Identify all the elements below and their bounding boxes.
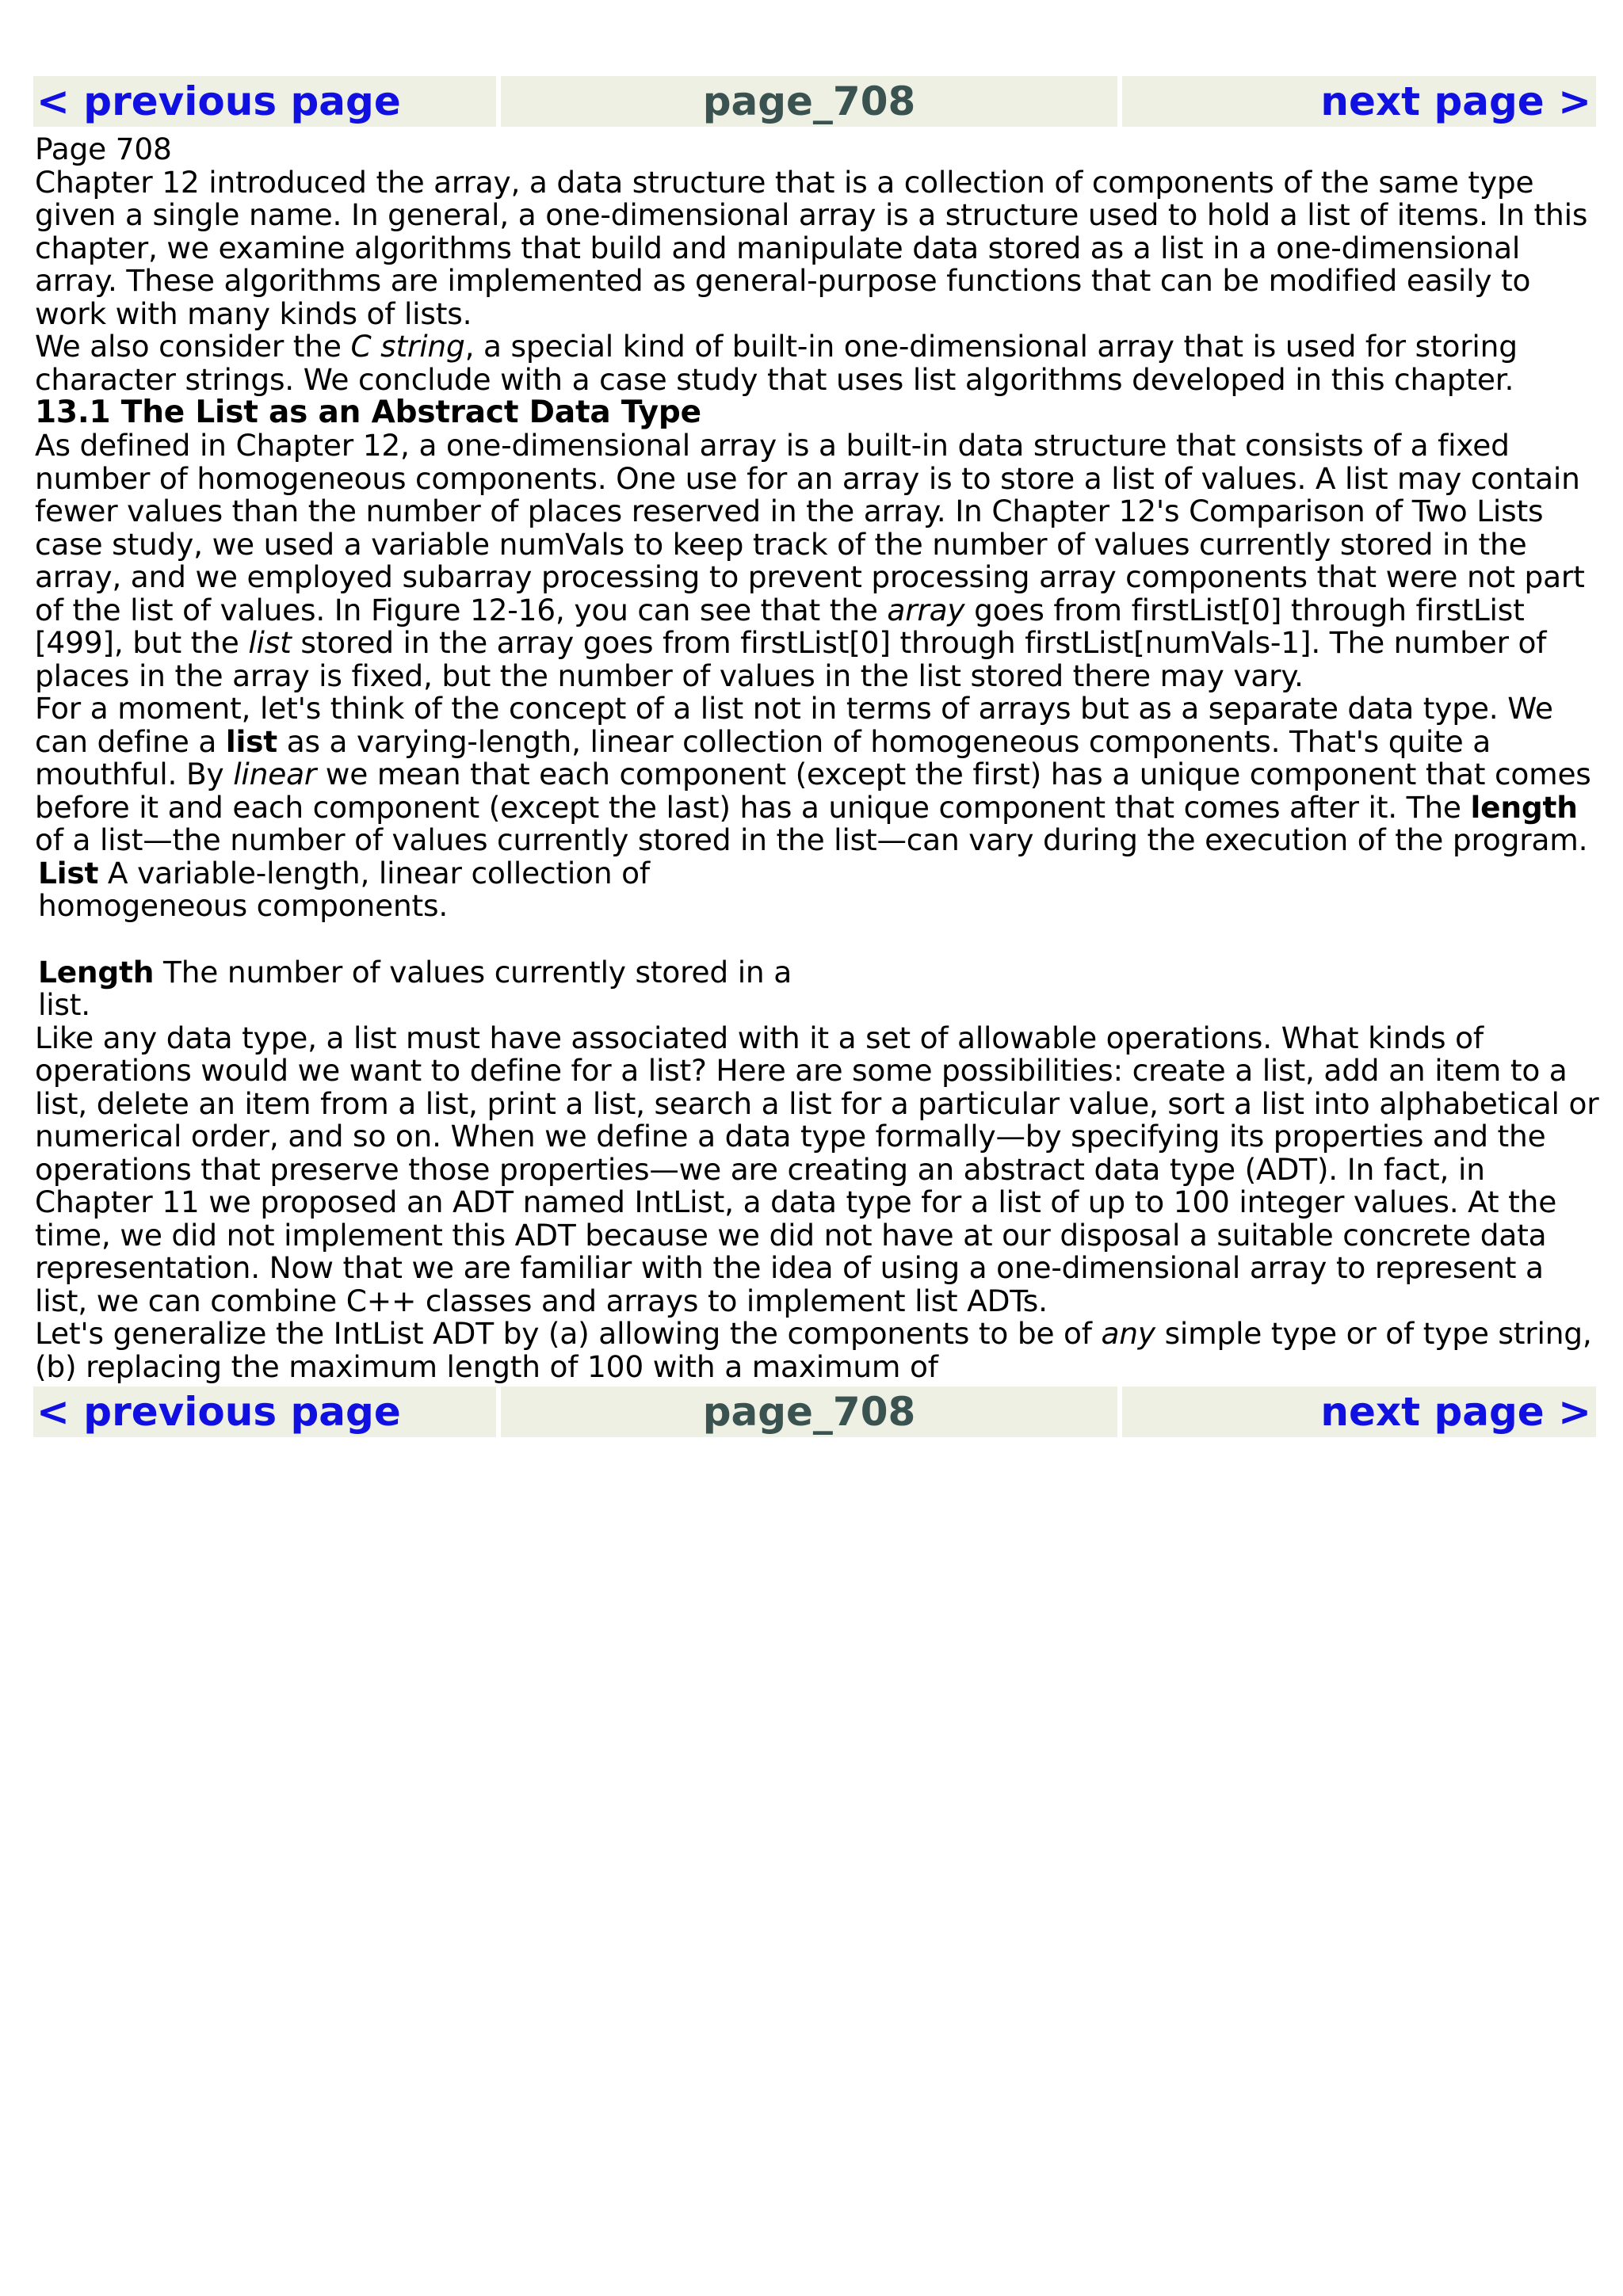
- paragraph-generalize: [35, 1318, 1601, 1383]
- emphasis-c-string: C string: [350, 329, 465, 364]
- top-nav-bar: [33, 76, 1601, 127]
- definition-text: A variable-length, linear collection of homogeneous components.: [38, 855, 650, 923]
- text-span: We also consider the: [35, 329, 351, 364]
- text-span: , a special kind of built-in one-dimensional array that is used for storing character strings. We conclude with a case study that uses list algorithms developed in this chapter.: [35, 329, 1518, 397]
- page-content: [33, 127, 1601, 1386]
- text-span: As defined in Chapter 12, a one-dimensional array is a built-in data structure that consists of a fixed number of homogeneous components. One use for an array is to store a list of values. A list may contain fewer values than the number of places reserved in the array. In Chapter 12's Comparison of Two Lists case study, we used a variable numVals to keep track of the number of values currently stored in the array, and we employed subarray processing to prevent processing array components that were not part of the list of values. In Figure 12-16, you can see that the: [35, 428, 1585, 627]
- emphasis-linear: linear: [233, 757, 317, 791]
- next-page-link[interactable]: next page >: [1122, 76, 1596, 127]
- previous-page-link[interactable]: < previous page: [33, 76, 496, 127]
- definition-length: [38, 956, 831, 1022]
- text-span: as a varying-length, linear collection of homogeneous components. That's quite a mouthful. By: [35, 723, 1491, 791]
- text-span: goes from firstList[0] through firstList [499], but the: [35, 592, 1525, 660]
- definition-term: Length: [38, 954, 155, 990]
- paragraph-intro: Chapter 12 introduced the array, a data structure that is a collection of components of the same type given a single name. In general, a one-dimensional array is a structure used to hold a list of items. In this chapter, we examine algorithms that build and manipulate data stored as a list in a one-dimensional array. These algorithms are implemented as general-purpose functions that can be modified easily to work with many kinds of lists.: [35, 164, 1588, 331]
- definition-term: List: [38, 855, 99, 891]
- previous-page-link[interactable]: < previous page: [33, 1386, 496, 1437]
- text-span: Let's generalize the IntList ADT by (a) allowing the components to be of: [35, 1316, 1102, 1351]
- emphasis-any: any: [1101, 1316, 1155, 1351]
- definition-text: The number of values currently stored in a list.: [38, 954, 792, 1022]
- next-page-link[interactable]: next page >: [1122, 1386, 1596, 1437]
- text-span: For a moment, let's think of the concept of a list not in terms of arrays but as a separate data type. We can define a: [35, 691, 1553, 759]
- text-span: stored in the array goes from firstList[0] through firstList[numVals-1]. The number of places in the array is fixed, but the number of values in the list stored there may vary.: [35, 625, 1547, 693]
- definition-box: [35, 857, 831, 1022]
- bottom-nav-bar: [33, 1386, 1601, 1437]
- page-number-label: page_708: [501, 76, 1117, 127]
- text-span: of a list—the number of values currently stored in the list—can vary during the execution of the program.: [35, 822, 1588, 857]
- page-label: Page 708: [35, 132, 172, 166]
- emphasis-list: list: [248, 625, 292, 660]
- paragraph-operations: Like any data type, a list must have associated with it a set of allowable operations. What kinds of operations would we want to define for a list? Here are some possibilities: create a list, add an item to a list, delete an item from a list, print a list, search a list for a particular value, sort a list into alphabetical or numerical order, and so on. When we define a data type formally—by specifying its properties and the operations that preserve those properties—we are creating an abstract data type (ADT). In fact, in Chapter 11 we proposed an ADT named IntList, a data type for a list of up to 100 integer values. At the time, we did not implement this ADT because we did not have at our disposal a suitable concrete data representation. Now that we are familiar with the idea of using a one-dimensional array to represent a list, we can combine C++ classes and arrays to implement list ADTs.: [35, 1020, 1599, 1318]
- section-heading: 13.1 The List as an Abstract Data Type: [35, 395, 701, 430]
- emphasis-array: array: [887, 592, 965, 627]
- page: [33, 76, 1601, 1437]
- text-span: simple type or of type string, (b) replacing the maximum length of 100 with a maximum of: [35, 1316, 1592, 1384]
- definition-list: [38, 857, 831, 923]
- paragraph-c-string: [35, 330, 1601, 396]
- text-span: we mean that each component (except the first) has a unique component that comes before it and each component (except the last) has a unique component that comes after it. The: [35, 757, 1591, 825]
- term-list: list: [225, 723, 277, 759]
- paragraph-list-concept: [35, 692, 1601, 857]
- paragraph-array-definition: [35, 429, 1601, 692]
- spacer: [38, 923, 831, 956]
- page-number-label: page_708: [501, 1386, 1117, 1437]
- term-length: length: [1470, 789, 1578, 825]
